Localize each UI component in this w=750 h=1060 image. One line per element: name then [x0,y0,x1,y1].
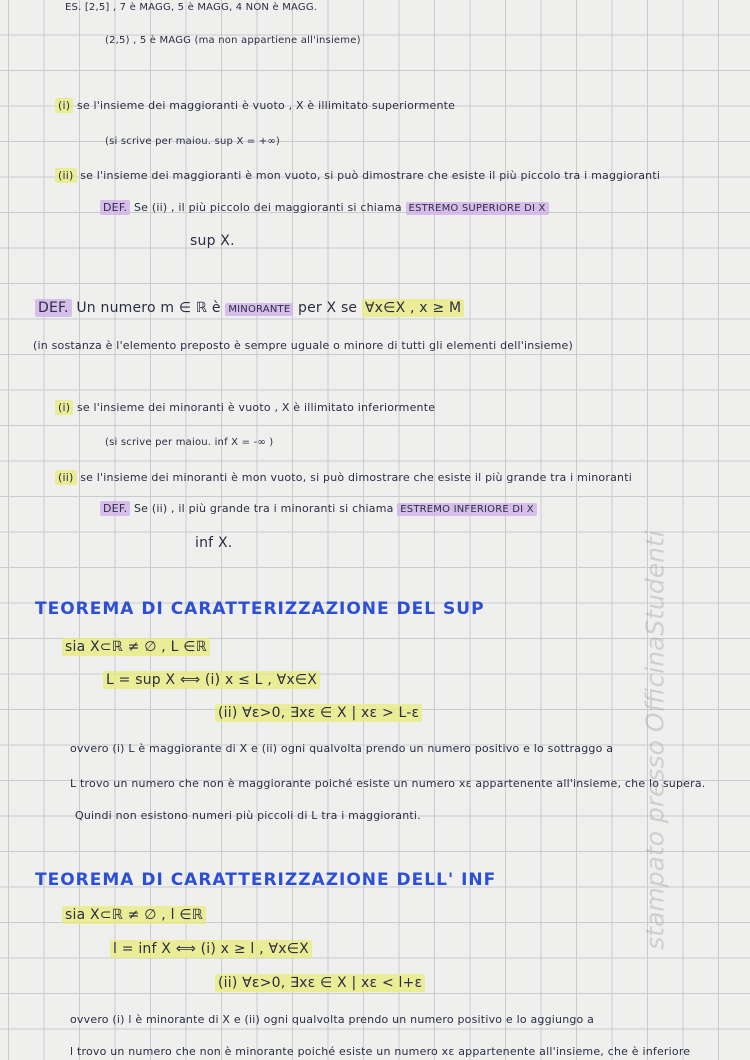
note-segment: se l'insieme dei maggioranti è mon vuoto, si può dimostrare che esiste il più piccolo tra i maggioranti [76,169,661,182]
note-line-es1: ES. [2,5] , 7 è MAGG, 5 è MAGG, 4 NON è MAGG. [65,2,318,13]
note-line-s6: Quindi non esistono numeri più piccoli di L tra i maggioranti. [75,809,421,822]
note-segment: se l'insieme dei maggioranti è vuoto , X è illimitato superiormente [73,99,456,112]
note-segment: DEF. [100,200,130,215]
note-line-n4: inf X. [195,535,233,551]
note-segment: DEF. [35,299,72,317]
note-line-s2 [103,673,320,687]
note-segment: L = sup X ⟺ (i) x ≤ L , ∀x∈X [103,671,320,689]
note-line-m1b: (si scrive per maiou. sup X = +∞) [105,136,281,147]
note-line-i5: l trovo un numero che non è minorante poiché esiste un numero xε appartenente all'insieme, che è inferiore [70,1045,691,1058]
note-segment: sia X⊂ℝ ≠ ∅ , l ∈ℝ [62,906,206,924]
note-segment: l = inf X ⟺ (i) x ≥ l , ∀x∈X [110,940,312,958]
note-segment: ESTREMO SUPERIORE DI X [406,202,549,215]
note-line-s5: L trovo un numero che non è maggiorante poiché esiste un numero xε appartenente all'insieme, che lo supera. [70,777,706,790]
note-line-i4: ovvero (i) l è minorante di X e (ii) ogni qualvolta prendo un numero positivo e lo aggiungo a [70,1013,595,1026]
note-line-i3 [215,976,425,990]
note-line-d1 [35,301,464,315]
note-line-n1 [55,402,435,413]
watermark: stampato presso OfficinaStudenti [640,530,670,950]
note-segment: ∀x∈X , x ≥ M [362,299,464,317]
note-line-m1 [55,100,455,111]
note-segment: ESTREMO INFERIORE DI X [397,503,537,516]
note-line-s3 [215,706,422,720]
note-segment: Se (ii) , il più grande tra i minoranti si chiama [130,502,398,515]
note-segment: (i) [55,98,73,113]
note-segment: Se (ii) , il più piccolo dei maggioranti si chiama [130,201,406,214]
note-line-n3 [100,503,537,515]
note-line-m3 [100,202,549,214]
note-segment: se l'insieme dei minoranti è vuoto , X è illimitato inferiormente [73,401,436,414]
note-segment: (i) [55,400,73,415]
note-line-m4: sup X. [190,233,235,249]
note-segment: (ii) ∀ε>0, ∃xε ∈ X | xε < l+ε [215,974,425,992]
note-line-n2 [55,472,632,483]
note-segment: MINORANTE [225,303,293,316]
note-segment: per X se [293,300,362,316]
note-line-i1 [62,908,206,922]
note-line-i2 [110,942,312,956]
note-line-m2 [55,170,660,181]
note-segment: (ii) [55,168,77,183]
note-segment: se l'insieme dei minoranti è mon vuoto, si può dimostrare che esiste il più grande tra i minoranti [76,471,632,484]
note-line-d2: (in sostanza è l'elemento preposto è sempre uguale o minore di tutti gli elementi dell'insieme) [33,339,573,352]
note-line-n1b: (si scrive per maiou. inf X = -∞ ) [105,437,274,448]
note-line-es2: (2,5) , 5 è MAGG (ma non appartiene all'insieme) [105,35,361,46]
note-segment: DEF. [100,501,130,516]
note-segment: sia X⊂ℝ ≠ ∅ , L ∈ℝ [62,638,210,656]
note-line-h2: TEOREMA DI CARATTERIZZAZIONE DELL' INF [35,870,497,890]
note-segment: (ii) [55,470,77,485]
note-line-s1 [62,640,210,654]
note-line-h1: TEOREMA DI CARATTERIZZAZIONE DEL SUP [35,599,485,619]
note-segment: Un numero m ∈ ℝ è [71,300,226,316]
note-line-s4: ovvero (i) L è maggiorante di X e (ii) ogni qualvolta prendo un numero positivo e lo sottraggo a [70,742,614,755]
note-segment: (ii) ∀ε>0, ∃xε ∈ X | xε > L-ε [215,704,422,722]
